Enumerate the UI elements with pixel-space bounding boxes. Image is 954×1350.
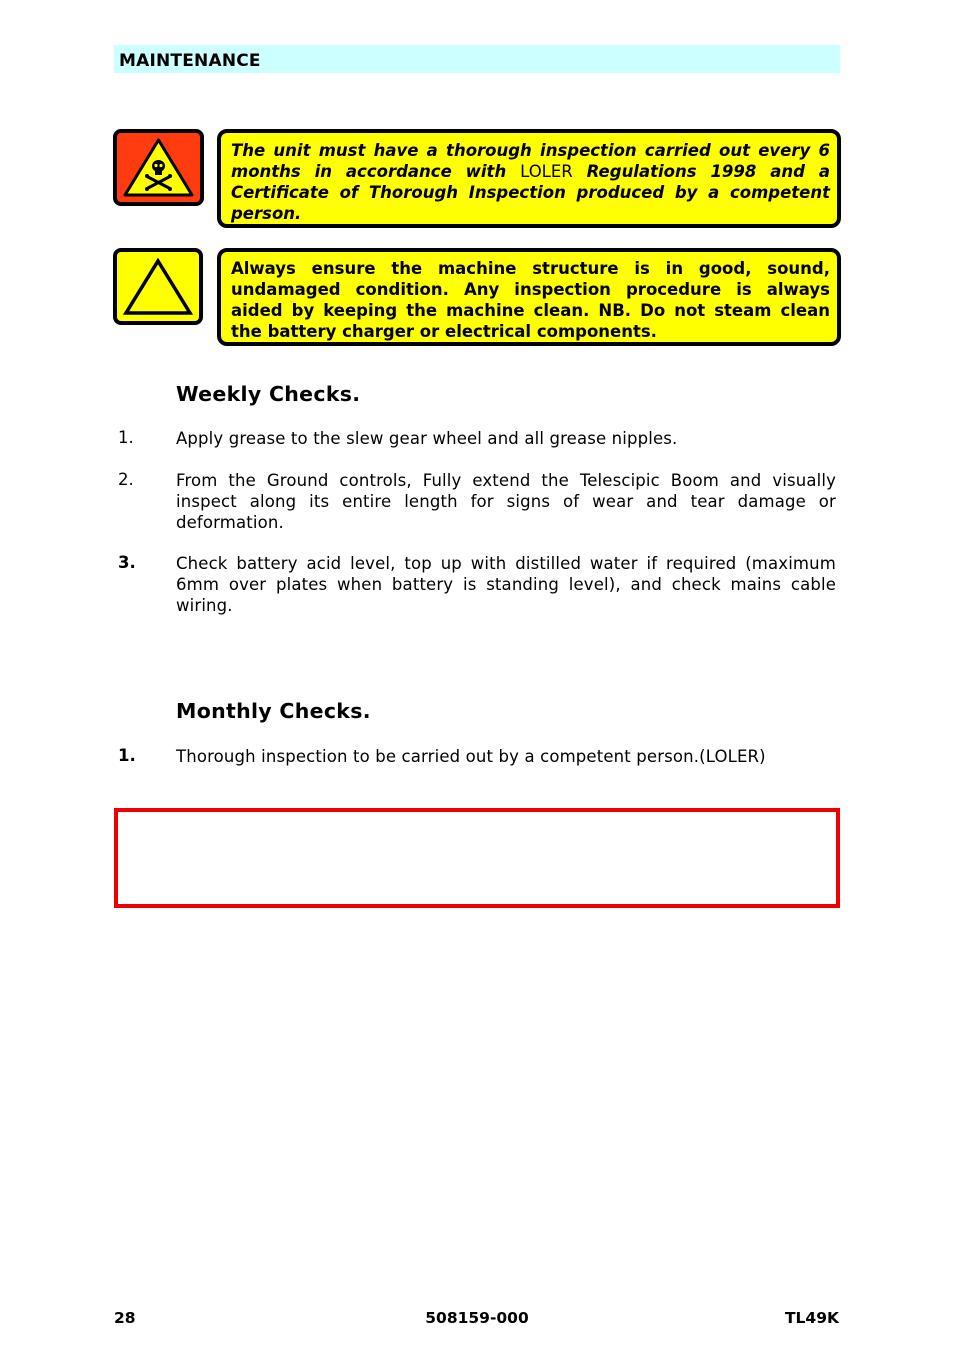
weekly-checks-heading: Weekly Checks. (176, 382, 361, 406)
list-item-number: 3. (118, 553, 136, 572)
list-item-number: 1. (118, 746, 136, 765)
document-part-number: 508159-000 (425, 1309, 529, 1327)
model-number: TL49K (784, 1309, 839, 1327)
empty-red-frame (114, 808, 840, 908)
list-item-text: Check battery acid level, top up with distilled water if required (maximum 6mm over plates when battery is standing level), and check mains cable wiring. (176, 554, 836, 615)
list-item-text: From the Ground controls, Fully extend the Telescipic Boom and visually inspect along its entire length for signs of wear and tear damage or deformation. (176, 471, 836, 532)
skull-crossbones-icon (113, 129, 204, 206)
list-item-text: Apply grease to the slew gear wheel and all grease nipples. (176, 429, 678, 448)
section-title: MAINTENANCE (119, 51, 261, 71)
loler-term: LOLER (520, 162, 573, 181)
list-item-number: 1. (118, 428, 134, 447)
cleanliness-caution-callout: Always ensure the machine structure is in good, sound, undamaged condition. Any inspection procedure is always aided by keeping the machine clean. NB. Do not steam clean the battery charger or electrical components. (217, 248, 841, 346)
page-number: 28 (114, 1309, 136, 1327)
callout-text-part: Regulations 1998 and a Certificate of Thorough Inspection produced by a competent person. (231, 162, 830, 223)
inspection-warning-callout (217, 129, 841, 228)
section-header-bar (114, 45, 840, 73)
warning-triangle-icon (113, 248, 203, 325)
list-item-number: 2. (118, 470, 134, 489)
monthly-checks-heading: Monthly Checks. (176, 699, 371, 723)
list-item-text: Thorough inspection to be carried out by a competent person.(LOLER) (176, 747, 766, 766)
callout-text-part: The unit must have a thorough inspection carried out every 6 months in accordance with (231, 141, 830, 181)
